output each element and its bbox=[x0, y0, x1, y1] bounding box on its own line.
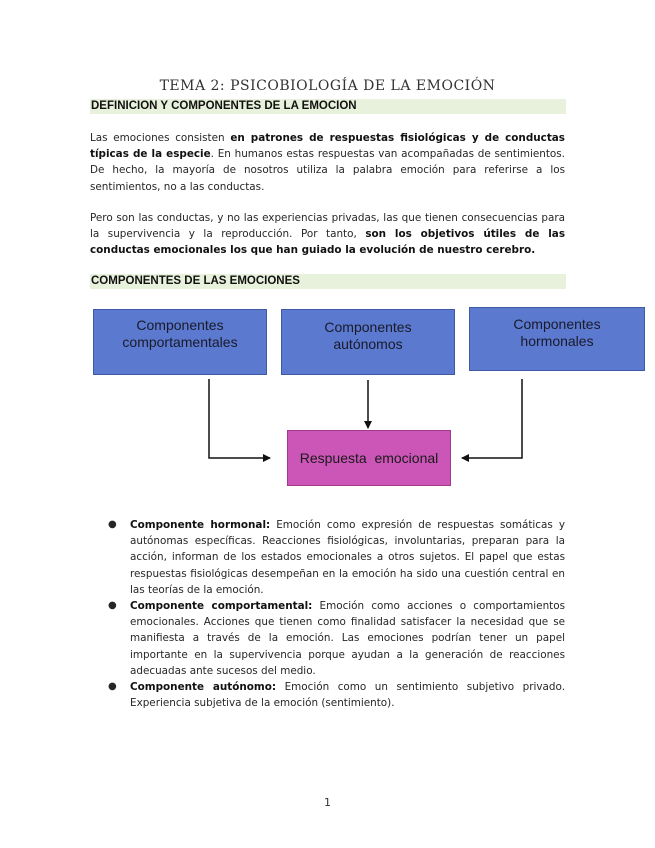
paragraph-definicion bbox=[90, 130, 565, 195]
box-label: Componentes comportamentales bbox=[122, 317, 238, 350]
paragraph-text: . En humanos estas respuestas van acompañadas de sentimientos. De hecho, la mayoría de nosotros utiliza la palabra emoción para referirse a los sentimientos, no a las conductas. bbox=[90, 148, 565, 193]
box-componentes-hormonales bbox=[469, 307, 645, 371]
box-label: Respuesta emocional bbox=[299, 450, 439, 466]
components-diagram bbox=[90, 303, 655, 488]
list-item-term: Componente autónomo: bbox=[130, 681, 277, 694]
box-respuesta-emocional bbox=[287, 430, 451, 486]
list-item-term: Componente hormonal: bbox=[130, 519, 271, 531]
paragraph-text: Las emociones consisten bbox=[90, 132, 231, 144]
list-item-term: Componente comportamental: bbox=[130, 600, 313, 613]
list-item-autonomo bbox=[108, 679, 565, 711]
box-label: Componentes hormonales bbox=[513, 316, 601, 349]
arrow-right bbox=[462, 379, 522, 458]
box-label: Componentes autónomos bbox=[324, 319, 412, 352]
paragraph-text: Pero son las conductas, y no las experiencias privadas, las que tienen consecuencias para la supervivencia y la reproducción. Por tanto, bbox=[90, 212, 565, 241]
list-item-text: Emoción como expresión de respuestas somáticas y autónomas específicas. Reacciones fisiológicas, involuntarias, preparan para la acción, informan de los estados emocionales a otros sujetos. El papel que estas respuestas fisiológicas desempeñan en la emoción ha sido una cuestión central en las teorías de la emoción. bbox=[130, 519, 565, 596]
page-number: 1 bbox=[324, 796, 331, 809]
bullet-icon: ● bbox=[108, 681, 117, 693]
arrow-left bbox=[209, 379, 270, 458]
section-heading-componentes: COMPONENTES DE LAS EMOCIONES bbox=[90, 274, 566, 289]
box-componentes-comportamentales bbox=[93, 309, 267, 375]
list-item-hormonal bbox=[108, 517, 565, 598]
paragraph-conductas bbox=[90, 210, 565, 259]
section-heading-definicion: DEFINICION Y COMPONENTES DE LA EMOCION bbox=[90, 99, 566, 114]
bullet-icon: ● bbox=[108, 600, 117, 612]
list-item-text: Emoción como acciones o comportamientos emocionales. Acciones que tienen como finalidad satisfacer la necesidad que se manifiesta a través de la emoción. Las emociones podrían tener un papel importante en la supervivencia porque ayudan a la generación de reacciones adecuadas ante sucesos del medio. bbox=[130, 600, 565, 677]
box-componentes-autonomos bbox=[281, 309, 455, 375]
paragraph-bold-text: son los objetivos útiles de las conductas emocionales los que han guiado la evolución de nuestro cerebro. bbox=[90, 228, 566, 257]
list-item-comportamental bbox=[108, 598, 565, 679]
components-list bbox=[108, 517, 565, 711]
bullet-icon: ● bbox=[108, 519, 117, 530]
page-title: TEMA 2: PSICOBIOLOGÍA DE LA EMOCIÓN bbox=[159, 78, 496, 94]
list-item-text: Emoción como un sentimiento subjetivo privado. Experiencia subjetiva de la emoción (sentimiento). bbox=[130, 681, 565, 710]
paragraph-bold-text: en patrones de respuestas fisiológicas y de conductas típicas de la especie bbox=[90, 132, 565, 161]
